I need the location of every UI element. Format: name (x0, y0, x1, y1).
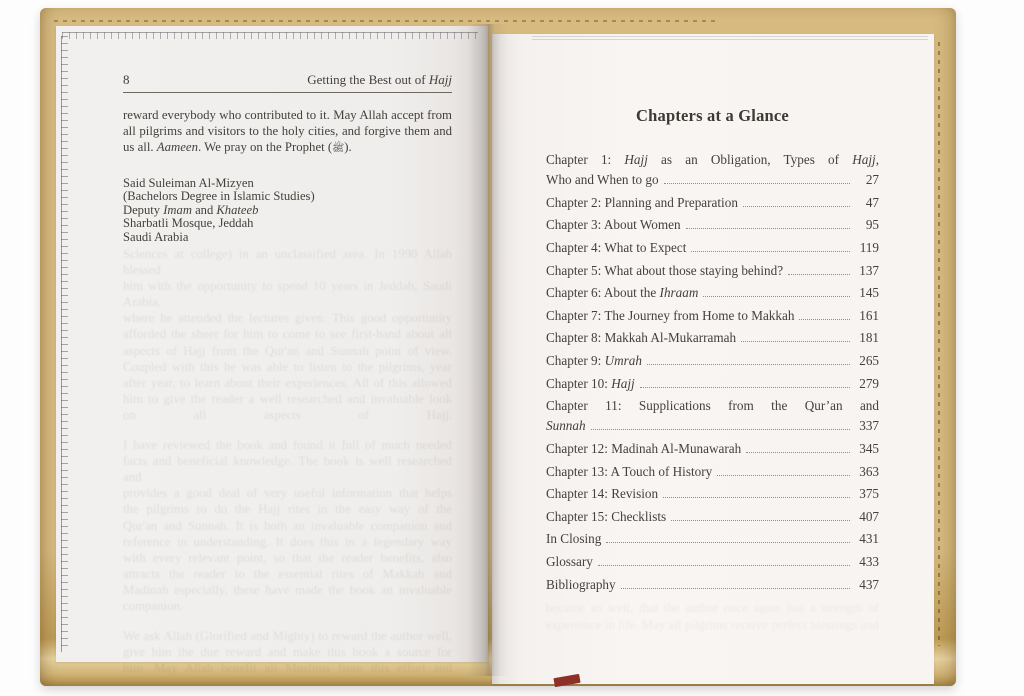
toc-entry (546, 351, 879, 371)
toc-page-number: 95 (865, 217, 879, 233)
page-edge-lines (532, 36, 928, 42)
toc-page-number: 345 (859, 440, 879, 456)
signature-block (123, 177, 452, 245)
bleedthrough-paragraph: We ask Allah (Glorified and Mighty) to reward the author well, give him the due reward and make this book a source for him. May Allah benefit all Muslims from this effort and (123, 629, 452, 676)
dot-leader (663, 497, 850, 498)
toc-page-number: 433 (859, 553, 879, 569)
dot-leader (640, 387, 850, 388)
toc-page-number: 337 (859, 418, 879, 434)
toc-entry-text: Chapter 5: What about those staying behind? (546, 262, 784, 278)
toc-page-number: 431 (859, 531, 879, 547)
bleedthrough-paragraph: Sciences at college) in an unclassified area. In 1990 Allah blessed him with the opportunity to spend 10 years in Jeddah, Saudi Arabia, where he attended the lectures given. This good opportunity afforded the sheer for him to come to see first-hand about all aspects of Hajj from the Qur'an and Sunnah point of view. Coupled with this he was able to listen to the pilgrims, year after year, to learn about their experiences. All of this allowed him to give the reader a well researched and invaluable look on all aspects of Hajj. (123, 247, 452, 422)
toc-entry (546, 439, 879, 459)
toc-page-number: 27 (865, 172, 879, 188)
toc-entry-text: Bibliography (546, 576, 616, 592)
toc-entry-text: Chapter 3: About Women (546, 217, 681, 233)
dot-leader (647, 364, 850, 365)
dot-leader (621, 588, 850, 589)
bleedthrough-paragraph: I have reviewed the book and found it full of much needed facts and beneficial knowledge. The book is well researched and provides a good deal of very useful information that helps the pilgrims to do the Hajj rites in the easy way of the Qur'an and Sunnah. It is both an invaluable companion and reference in understanding. It does this in a legendary way with every relevant point, so that the reader benefits, also attracts the reader to the essential rites of Makkah and Madinah especially, these have made the book an invaluable companion. (123, 438, 452, 613)
signature-line: Sharbatli Mosque, Jeddah (123, 216, 254, 231)
page-number: 8 (123, 72, 130, 87)
toc-entry-text: Who and When to go (546, 172, 659, 188)
bleedthrough-text-right: became so well, that the author once again has a strength of experience in life. May all pilgrims receive perfect blessings and (546, 601, 879, 632)
toc-entry-text: Glossary (546, 553, 593, 569)
toc-page-number: 145 (859, 285, 879, 301)
toc-page-number: 363 (859, 463, 879, 479)
signature-line: (Bachelors Degree in Islamic Studies) (123, 189, 315, 204)
toc-entry (546, 238, 879, 258)
stitch-border-left (61, 36, 68, 652)
signature-line: Deputy Imam and Khateeb (123, 202, 259, 217)
stitch-border-top (62, 32, 478, 39)
toc-entry-text: Chapter 6: About the Ihraam (546, 285, 699, 301)
toc-page-number: 181 (859, 330, 879, 346)
toc-entry-text: Chapter 13: A Touch of History (546, 463, 713, 479)
toc-entry-text: Chapter 12: Madinah Al-Munawarah (546, 440, 742, 456)
dot-leader (743, 206, 850, 207)
toc-entry (546, 306, 879, 326)
book-cover (40, 8, 956, 686)
toc-entry (546, 575, 879, 595)
dot-leader (598, 565, 850, 566)
toc-entry (546, 150, 879, 190)
toc-page-number: 47 (865, 194, 879, 210)
toc-entry-text: Sunnah (546, 418, 586, 434)
dot-leader (671, 520, 850, 521)
right-page-content (546, 106, 879, 597)
toc-entry (546, 328, 879, 348)
toc-page-number: 375 (859, 486, 879, 502)
toc-entry-text: Chapter 4: What to Expect (546, 239, 687, 255)
running-header: Getting the Best out of Hajj (307, 72, 452, 87)
bleedthrough-text-left (123, 246, 452, 676)
toc-entry-text: In Closing (546, 531, 602, 547)
toc-entry (546, 484, 879, 504)
toc-page-number: 137 (859, 262, 879, 278)
cover-stitch-top (54, 20, 716, 22)
dot-leader (691, 251, 850, 252)
toc-entry (546, 462, 879, 482)
toc-entry (546, 529, 879, 549)
toc-list (546, 150, 879, 595)
toc-entry (546, 552, 879, 572)
toc-entry (546, 261, 879, 281)
toc-page-number: 265 (859, 352, 879, 368)
intro-paragraph: reward everybody who contributed to it. May Allah accept from all pilgrims and visitors to the holy cities, and forgive them and us all. Aameen. We pray on the Prophet (ﷺ). (123, 108, 452, 155)
dot-leader (664, 183, 850, 184)
toc-entry-text: Chapter 2: Planning and Preparation (546, 194, 738, 210)
dot-leader (717, 475, 850, 476)
toc-entry-text: Chapter 10: Hajj (546, 375, 635, 391)
cover-stitch-right (938, 42, 940, 646)
dot-leader (741, 341, 850, 342)
toc-entry (546, 396, 879, 436)
toc-entry (546, 215, 879, 235)
toc-entry (546, 193, 879, 213)
toc-page-number: 407 (859, 508, 879, 524)
toc-entry-text: Chapter 14: Revision (546, 486, 659, 502)
dot-leader (606, 542, 850, 543)
dot-leader (591, 429, 850, 430)
toc-entry (546, 374, 879, 394)
dot-leader (686, 228, 850, 229)
toc-entry-line1: Chapter 1: Hajj as an Obligation, Types of Hajj, (546, 152, 879, 167)
toc-entry-text: Chapter 7: The Journey from Home to Makkah (546, 307, 795, 323)
signature-line: Saudi Arabia (123, 229, 189, 244)
dot-leader (746, 452, 850, 453)
toc-title: Chapters at a Glance (636, 106, 789, 125)
toc-entry (546, 283, 879, 303)
toc-entry-text: Chapter 15: Checklists (546, 508, 667, 524)
toc-entry-line1: Chapter 11: Supplications from the Qur’an and (546, 398, 879, 414)
signature-line: Said Suleiman Al-Mizyen (123, 175, 254, 190)
toc-entry-text: Chapter 9: Umrah (546, 352, 642, 368)
dot-leader (799, 319, 850, 320)
toc-page-number: 161 (859, 307, 879, 323)
toc-page-number: 279 (859, 375, 879, 391)
toc-page-number: 119 (859, 239, 879, 255)
toc-page-number: 437 (859, 576, 879, 592)
running-header-row (123, 72, 452, 93)
toc-entry (546, 507, 879, 527)
dot-leader (703, 296, 850, 297)
left-page-content (123, 72, 452, 245)
dot-leader (788, 274, 850, 275)
toc-entry-text: Chapter 8: Makkah Al-Mukarramah (546, 330, 737, 346)
